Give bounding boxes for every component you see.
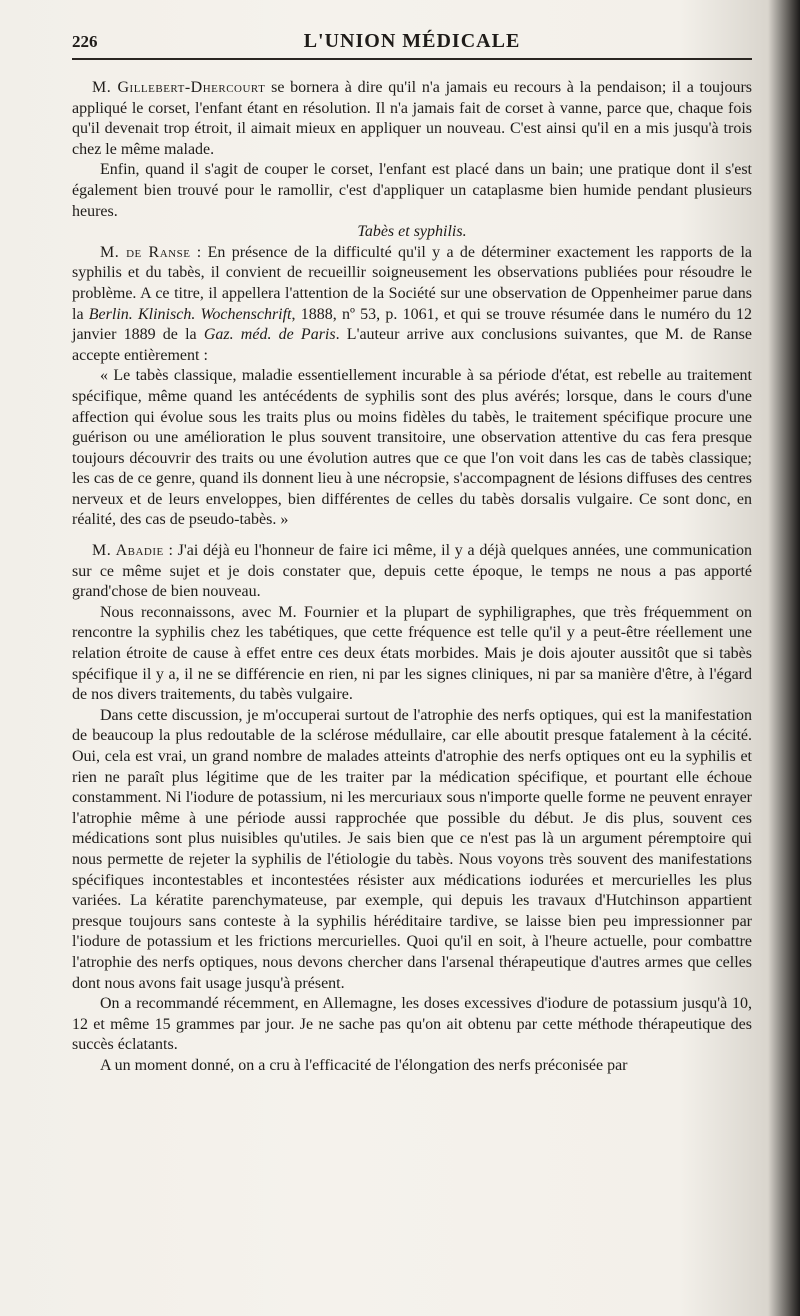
- speaker-name: M. Gillebert-Dhercourt: [92, 79, 266, 96]
- running-header: [72, 30, 752, 60]
- page-number: 226: [72, 32, 98, 51]
- paragraph-gillebert: [72, 78, 752, 160]
- speaker-name: M. de Ranse: [100, 243, 191, 261]
- paragraph-text: : J'ai déjà eu l'honneur de faire ici même, il y a déjà quelques années, une communication sur ce même sujet et je dois constater que, depuis cette époque, le temps ne nous a pas apporté grand'chose de bien nouveau.: [72, 542, 753, 601]
- section-title: Tabès et syphilis.: [357, 223, 467, 241]
- speaker-name: M. Abadie: [92, 542, 164, 560]
- paragraph-text: . L'auteur arrive aux conclusions suivantes, que M. de Ranse accepte entièrement :: [72, 326, 752, 364]
- journal-title: L'UNION MÉDICALE: [303, 30, 521, 52]
- paragraph-abadie: [72, 541, 752, 603]
- paragraph-text: se bornera à dire qu'il n'a jamais eu recours à la pendaison; il a toujours appliqué le corset, l'enfant étant en résolution. Il n'a jamais fait de corset à vanne, parce que, chaque fois qu'il devenait trop étroit, il aimait mieux en appliquer un nouveau. C'est ainsi qu'il en a mis jusqu'à trois chez le même malade.: [72, 79, 753, 158]
- paragraph-elongation: A un moment donné, on a cru à l'efficacité de l'élongation des nerfs préconisée par: [100, 1056, 628, 1074]
- paragraph-text: : En présence de la difficulté qu'il y a de déterminer exactement les rapports de la syphilis et du tabès, il convient de recueillir soigneusement les observations publiées pour résoudre le problème. A ce titre, il appellera l'attention de la Société sur une observation de Oppenheimer parue dans la: [72, 243, 752, 323]
- paragraph-text: , 1888, nº 53, p. 1061, et qui se trouve résumée dans le numéro du 12 janvier 1889 de la: [72, 305, 753, 344]
- paragraph-corset: Enfin, quand il s'agit de couper le corset, l'enfant est placé dans un bain; une pratique dont il s'est également bien trouvé pour le ramollir, c'est d'appliquer un cataplasme bien humide pendant plusieurs heures.: [72, 161, 752, 220]
- article-body: [72, 78, 752, 1077]
- paragraph-iodure: On a recommandé récemment, en Allemagne, les doses excessives d'iodure de potassium jusqu'à 10, 12 et même 15 grammes par jour. Je ne sache pas qu'on ait obtenu par cette méthode thérapeutique des succès éclatants.: [72, 995, 752, 1054]
- paragraph-gap: [72, 531, 752, 541]
- paragraph-fournier: Nous reconnaissons, avec M. Fournier et la plupart de syphiligraphes, que très fréquemment on rencontre la syphilis chez les tabétiques, que cette fréquence est telle qu'il y a peut-être réellement une relation étroite de cause à effet entre ces deux états morbides. Mais je dois ajouter aussitôt que si tabès spécifique il y a, il ne se différencie en rien, ni par les signes cliniques, ni par sa manière d'être, à l'égard de nos divers traitements, du tabès vulgaire.: [72, 603, 752, 704]
- paragraph-atrophy: Dans cette discussion, je m'occuperai surtout de l'atrophie des nerfs optiques, qui est la manifestation de beaucoup la plus redoutable de la sclérose médullaire, car elle aboutit presque fatalement à la cécité. Oui, cela est vrai, un grand nombre de malades atteints d'atrophie des nerfs optiques ont eu la syphilis et rien ne paraît plus légitime que de les traiter par la médication spécifique, et pourtant elle échoue constamment. Ni l'iodure de potassium, ni les mercuriaux sous n'importe quelle forme ne peuvent enrayer l'atrophie même à une période aussi rapprochée que possible du début. Je dis plus, souvent ces médications sont plus nuisibles qu'utiles. Je sais bien que ce n'est pas là un argument péremptoire qui nous permette de rejeter la syphilis de l'étiologie du tabès. Nous voyons très souvent des manifestations spécifiques incontestables et incontestées résister aux médications iodurées et mercurielles les plus variées. La kératite parenchymateuse, par exemple, qui depuis les travaux d'Hutchinson appartient presque toujours sans conteste à la syphilis héréditaire tardive, se laisse bien peu impressionner par l'iodure de potassium et les frictions mercurielles. Quoi qu'il en soit, à l'heure actuelle, pour combattre l'atrophie des nerfs optiques, nous devons chercher dans l'arsenal thérapeutique d'autres armes que celles dont nous avons fait usage jusqu'à présent.: [72, 706, 752, 992]
- paragraph-de-ranse: [72, 243, 752, 367]
- journal-citation: Berlin. Klinisch. Wochenschrift: [88, 305, 292, 323]
- paragraph-quotation: « Le tabès classique, maladie essentiellement incurable à sa période d'état, est rebelle au traitement spécifique, même quand les antécédents de syphilis sont des plus avérés; lorsque, dans le cours d'une affection qui évolue sous les traits plus ou moins fidèles du tabès, le traitement spécifique procure une guérison ou une amélioration le plus souvent transitoire, une observation attentive du cas fera presque toujours découvrir des traits ou une évolution autres que ce que l'on voit dans les cas de tabès classique; les cas de ce genre, quand ils donnent lieu à une nécropsie, s'accompagnent de lésions diffuses des centres nerveux et de leurs enveloppes, bien différentes de celles du tabès dorsalis vulgaire. Ce sont donc, en réalité, des cas de pseudo-tabès. »: [72, 367, 752, 529]
- gazette-citation: Gaz. méd. de Paris: [203, 326, 336, 344]
